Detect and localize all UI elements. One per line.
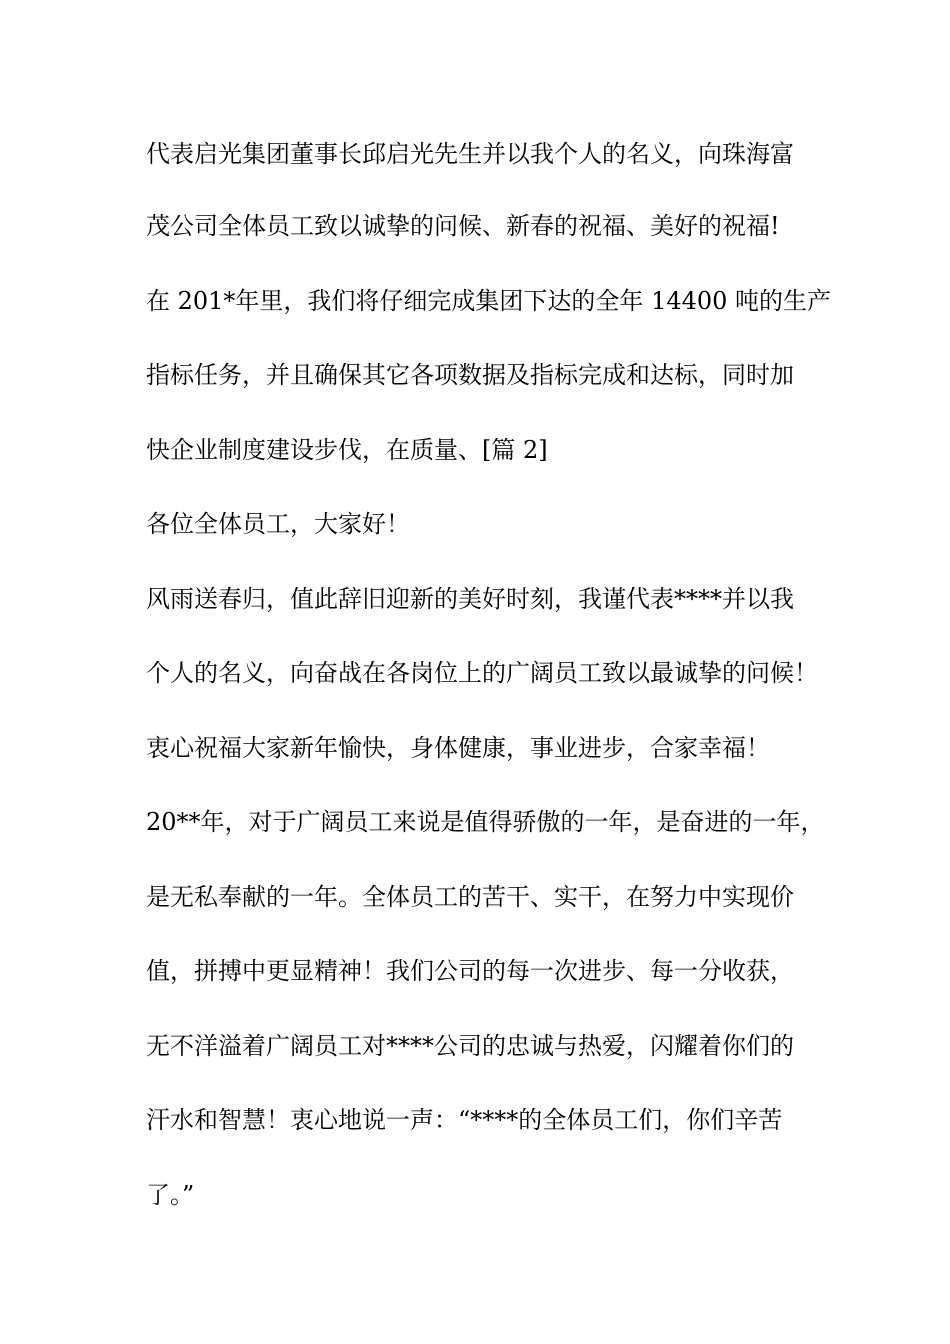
text-line: 值，拼搏中更显精神！我们公司的每一次进步、每一分收获，: [146, 957, 794, 985]
text-line: 无不洋溢着广阔员工对****公司的忠诚与热爱，闪耀着你们的: [146, 1032, 794, 1060]
text-line: 了。”: [146, 1181, 195, 1209]
text-line: 个人的名义，向奋战在各岗位上的广阔员工致以最诚挚的问候！: [146, 659, 818, 687]
text-line: 是无私奉献的一年。全体员工的苦干、实干，在努力中实现价: [146, 883, 794, 911]
text-line: 快企业制度建设步伐，在质量、[篇 2]: [146, 436, 548, 464]
text-line: 风雨送春归，值此辞旧迎新的美好时刻，我谨代表****并以我: [146, 585, 794, 613]
text-line: 各位全体员工，大家好！: [146, 510, 410, 538]
text-line: 汗水和智慧！衷心地说一声：“****的全体员工们，你们辛苦: [146, 1106, 783, 1134]
text-line: 在 201*年里，我们将仔细完成集团下达的全年 14400 吨的生产: [146, 287, 832, 315]
text-line: 茂公司全体员工致以诚挚的问候、新春的祝福、美好的祝福!: [146, 212, 780, 240]
text-line: 衷心祝福大家新年愉快，身体健康，事业进步，合家幸福！: [146, 734, 770, 762]
text-line: 20**年，对于广阔员工来说是值得骄傲的一年，是奋进的一年，: [146, 808, 825, 836]
text-line: 代表启光集团董事长邱启光先生并以我个人的名义，向珠海富: [146, 140, 794, 168]
text-line: 指标任务，并且确保其它各项数据及指标完成和达标，同时加: [146, 361, 794, 389]
